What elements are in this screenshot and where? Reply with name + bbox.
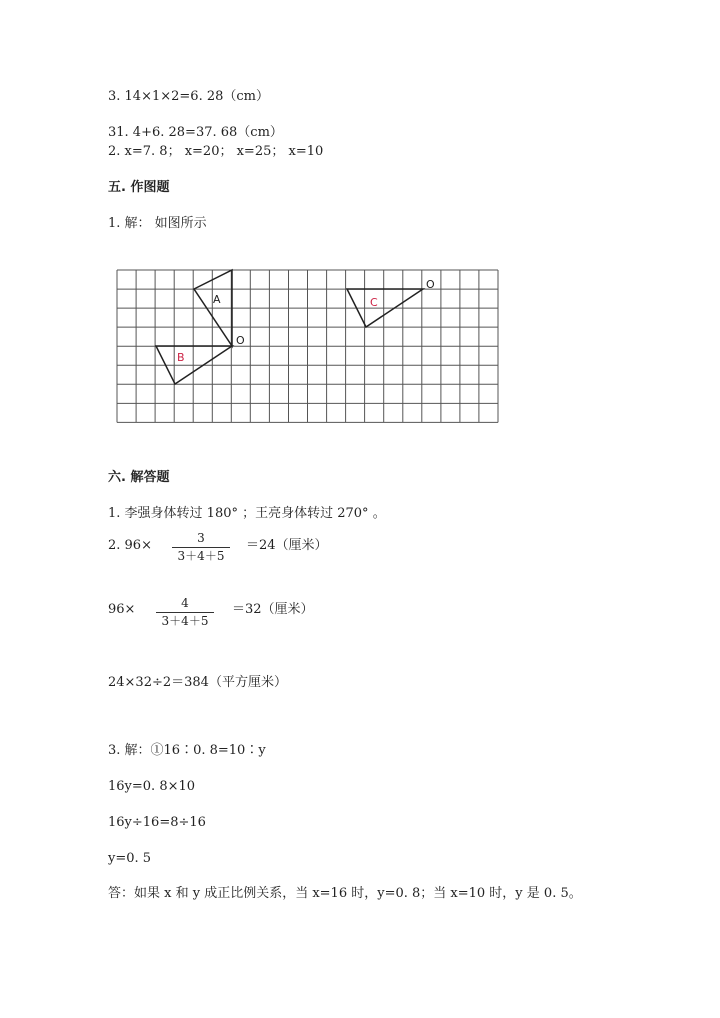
answer-q2-area: 24×32÷2＝384（平方厘米） xyxy=(108,675,287,690)
answer-q3-line4: y=0. 5 xyxy=(108,851,152,866)
fraction-3-over-12 xyxy=(172,531,230,563)
answer-q1: 1. 李强身体转过 180° ；王亮身体转过 270° 。 xyxy=(108,506,386,521)
fraction-denominator: 3＋4＋5 xyxy=(161,614,209,628)
fraction-4-over-12 xyxy=(156,596,214,628)
section-heading-drawing: 五. 作图题 xyxy=(108,180,170,195)
label-b: B xyxy=(177,351,185,364)
answer-q2-prefix: 2. 96× xyxy=(108,538,152,553)
label-o-right: O xyxy=(426,278,435,291)
drawing-answer-line: 1. 解： 如图所示 xyxy=(108,216,207,231)
label-c: C xyxy=(370,296,378,309)
answer-q3-conclusion: 答：如果 x 和 y 成正比例关系，当 x=16 时，y=0. 8；当 x=10 时，y 是 0. 5。 xyxy=(108,886,582,901)
calc-line-2: 31. 4+6. 28=37. 68（cm） xyxy=(108,125,283,140)
answer-q2b-prefix: 96× xyxy=(108,602,136,617)
calc-line-1: 3. 14×1×2=6. 28（cm） xyxy=(108,89,269,104)
label-o-center: O xyxy=(236,334,245,347)
answer-q3-line2: 16y=0. 8×10 xyxy=(108,779,196,794)
label-a: A xyxy=(213,293,221,306)
answer-q2b-result: ＝32（厘米） xyxy=(232,602,314,617)
fraction-denominator: 3＋4＋5 xyxy=(177,549,225,563)
fraction-numerator: 3 xyxy=(197,531,205,545)
fraction-bar xyxy=(172,547,230,548)
calc-line-3: 2. x=7. 8； x=20； x=25； x=10 xyxy=(108,144,324,159)
fraction-bar xyxy=(156,612,214,613)
answer-q3-line3: 16y÷16=8÷16 xyxy=(108,815,206,830)
answer-q2-result: ＝24（厘米） xyxy=(246,538,328,553)
section-heading-answers: 六. 解答题 xyxy=(108,470,170,485)
fraction-numerator: 4 xyxy=(181,596,189,610)
answer-q3-line1: 3. 解：①16∶0. 8=10∶y xyxy=(108,743,266,758)
